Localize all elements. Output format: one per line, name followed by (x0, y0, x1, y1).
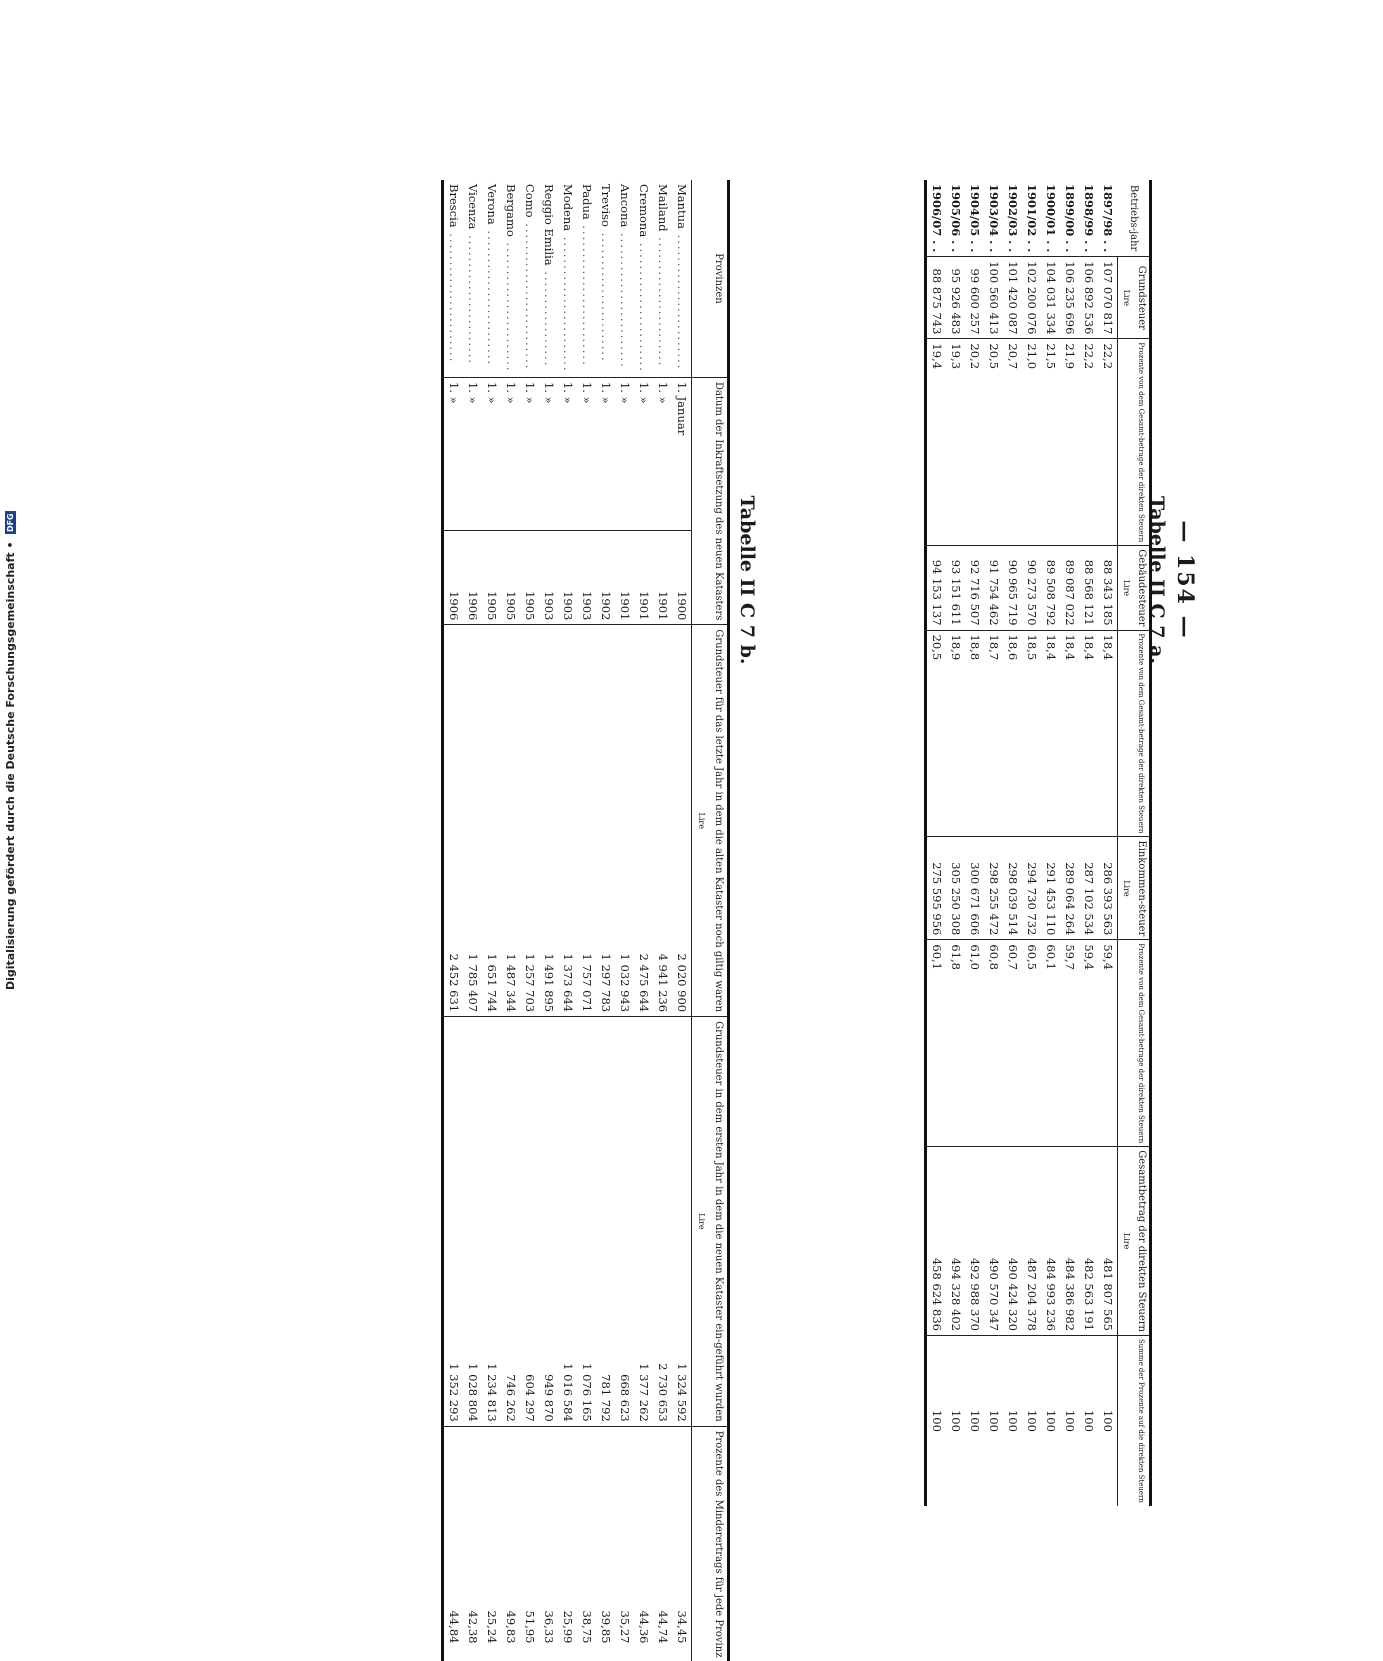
einkommensteuer-cell: 275 595 956 (926, 837, 947, 940)
unit-label: Lire (692, 1017, 711, 1427)
table-row (596, 180, 615, 1661)
leader-dots: ....................... (637, 237, 651, 373)
year-cell: 1901/02 . . (1022, 180, 1041, 257)
grund-neu-cell: 1 377 262 (634, 1017, 653, 1427)
province-cell (520, 180, 539, 377)
unit-label: Lire (1118, 546, 1135, 630)
footer-text: Digitalisierung gefördert durch die Deutsche Forschungsgemeinschaft • (4, 541, 17, 990)
col-eink-pct: Prozente von dem Gesamt-betrage der direkten Steuern (1134, 940, 1151, 1147)
date-year-cell: 1903 (577, 531, 596, 625)
geb-pct-cell: 18,5 (1022, 630, 1041, 837)
prozent-cell: 44,84 (443, 1426, 464, 1661)
grund-alt-cell: 1 491 895 (539, 625, 558, 1017)
grund-pct-cell: 20,2 (965, 339, 984, 546)
leader-dots: ....................... (504, 236, 518, 373)
grund-neu-cell: 1 076 165 (577, 1017, 596, 1427)
gebaeudesteuer-cell: 88 568 121 (1079, 546, 1098, 630)
province-name: Reggio Emilia (542, 184, 556, 266)
date-year-cell: 1906 (443, 531, 464, 625)
grund-neu-cell: 746 262 (501, 1017, 520, 1427)
table-row (1041, 180, 1060, 1506)
leader-dots: ....................... (447, 227, 461, 364)
date-cell: 1. » (501, 377, 520, 530)
table-row (1003, 180, 1022, 1506)
grund-neu-cell: 781 792 (596, 1017, 615, 1427)
gebaeudesteuer-cell: 90 273 570 (1022, 546, 1041, 630)
date-year-cell: 1906 (463, 531, 482, 625)
geb-pct-cell: 18,9 (946, 630, 965, 837)
grund-alt-cell: 1 297 783 (596, 625, 615, 1017)
eink-pct-cell: 60,5 (1022, 940, 1041, 1147)
gebaeudesteuer-cell: 94 153 137 (926, 546, 947, 630)
date-year-cell: 1903 (539, 531, 558, 625)
gebaeudesteuer-cell: 89 087 022 (1060, 546, 1079, 630)
geb-pct-cell: 18,7 (984, 630, 1003, 837)
date-year-cell: 1900 (672, 531, 692, 625)
table-row (558, 180, 577, 1661)
province-cell (577, 180, 596, 377)
grundsteuer-cell: 102 200 076 (1022, 257, 1041, 339)
table-row (577, 180, 596, 1661)
year-cell: 1905/06 . . (946, 180, 965, 257)
unit-label: Lire (1118, 837, 1135, 940)
province-name: Como (523, 184, 537, 218)
eink-pct-cell: 59,4 (1079, 940, 1098, 1147)
grund-pct-cell: 21,9 (1060, 339, 1079, 546)
prozent-cell: 39,85 (599, 1610, 613, 1644)
einkommensteuer-cell: 286 393 563 (1098, 837, 1118, 940)
date-cell: 1. » (463, 377, 482, 530)
province-cell (672, 180, 692, 377)
summe-cell: 100 (987, 1409, 1001, 1432)
table-row (482, 180, 501, 1661)
gebaeudesteuer-cell: 90 965 719 (1003, 546, 1022, 630)
province-name: Ancona (618, 184, 632, 228)
prozent-cell: 36,33 (542, 1610, 556, 1644)
province-cell (596, 180, 615, 377)
table-row (946, 180, 965, 1506)
province-cell (615, 180, 634, 377)
geb-pct-cell: 18,4 (1098, 630, 1118, 837)
grund-alt-cell: 1 032 943 (615, 625, 634, 1017)
province-name: Brescia (447, 184, 461, 228)
grund-neu-cell: 604 297 (520, 1017, 539, 1427)
leader-dots: ........................ (618, 227, 632, 369)
prozent-cell: 44,74 (656, 1610, 670, 1644)
geb-pct-cell: 18,4 (1079, 630, 1098, 837)
footer-credit (4, 511, 17, 990)
col-summe: Summe der Prozente auf die direkten Steuern (1134, 1335, 1151, 1505)
date-year-cell: 1901 (653, 531, 672, 625)
col-year: Betriebs-jahr (1118, 180, 1151, 257)
province-name: Verona (485, 184, 499, 225)
date-cell: 1. » (520, 377, 539, 530)
province-name: Bergamo (504, 184, 518, 237)
prozent-cell: 35,27 (618, 1610, 632, 1644)
grundsteuer-cell: 101 420 087 (1003, 257, 1022, 339)
einkommensteuer-cell: 294 730 732 (1022, 837, 1041, 940)
year-cell: 1903/04 . . (984, 180, 1003, 257)
grund-neu-cell: 668 623 (615, 1017, 634, 1427)
gebaeudesteuer-cell: 91 754 462 (984, 546, 1003, 630)
grundsteuer-cell: 100 560 413 (984, 257, 1003, 339)
summe-cell: 100 (1082, 1409, 1096, 1432)
table-row (501, 180, 520, 1661)
year-cell: 1899/00 . . (1060, 180, 1079, 257)
gebaeudesteuer-cell: 93 151 611 (946, 546, 965, 630)
prozent-cell: 25,24 (485, 1610, 499, 1644)
table-row (634, 180, 653, 1661)
gesamtbetrag-cell: 492 988 370 (965, 1147, 984, 1336)
date-cell: 1. » (615, 377, 634, 530)
leader-dots: .......................... (523, 217, 537, 371)
leader-dots: ........................ (675, 228, 689, 371)
province-cell (501, 180, 520, 377)
summe-cell: 100 (1063, 1409, 1077, 1432)
grund-alt-cell: 2 020 900 (672, 625, 692, 1017)
grundsteuer-cell: 106 892 536 (1079, 257, 1098, 339)
leader-dots: ................. (542, 265, 556, 368)
geb-pct-cell: 18,4 (1041, 630, 1060, 837)
grundsteuer-cell: 106 235 696 (1060, 257, 1079, 339)
year-cell: 1900/01 . . (1041, 180, 1060, 257)
summe-cell: 100 (1044, 1409, 1058, 1432)
grund-pct-cell: 22,2 (1098, 339, 1118, 546)
einkommensteuer-cell: 298 039 514 (1003, 837, 1022, 940)
grund-alt-cell: 2 475 644 (634, 625, 653, 1017)
prozent-cell: 25,99 (561, 1610, 575, 1644)
province-name: Modena (561, 184, 575, 232)
grund-alt-cell: 2 452 631 (443, 625, 464, 1017)
prozent-cell: 49,83 (504, 1610, 518, 1644)
grund-neu-cell: 1 324 592 (672, 1017, 692, 1427)
grund-neu-cell: 1 028 804 (463, 1017, 482, 1427)
col-einkommensteuer: Einkommen-steuer (1134, 837, 1151, 940)
table-row (965, 180, 984, 1506)
leader-dots: ........................ (561, 231, 575, 373)
table-b (441, 180, 730, 1661)
year-cell: 1902/03 . . (1003, 180, 1022, 257)
year-cell: 1897/98 . . (1098, 180, 1118, 257)
grundsteuer-cell: 104 031 334 (1041, 257, 1060, 339)
province-name: Padua (580, 184, 594, 220)
col-grundsteuer: Grundsteuer (1134, 257, 1151, 339)
einkommensteuer-cell: 300 671 606 (965, 837, 984, 940)
table-row (653, 180, 672, 1661)
grund-alt-cell: 1 651 744 (482, 625, 501, 1017)
geb-pct-cell: 20,5 (926, 630, 947, 837)
prozent-cell: 34,45 (675, 1610, 689, 1644)
unit-label: Lire (1118, 257, 1135, 339)
eink-pct-cell: 60,8 (984, 940, 1003, 1147)
year-cell: 1904/05 . . (965, 180, 984, 257)
province-cell (634, 180, 653, 377)
table-row (1060, 180, 1079, 1506)
date-cell: 1. Januar (672, 377, 692, 530)
eink-pct-cell: 60,7 (1003, 940, 1022, 1147)
date-cell: 1. » (558, 377, 577, 530)
grund-pct-cell: 19,4 (926, 339, 947, 546)
grund-neu-cell: 2 730 653 (653, 1017, 672, 1427)
grundsteuer-cell: 95 926 483 (946, 257, 965, 339)
table-row (926, 180, 947, 1506)
leader-dots: ....................... (466, 229, 480, 366)
prozent-cell: 51,95 (523, 1610, 537, 1644)
summe-cell: 100 (949, 1409, 963, 1432)
date-cell: 1. » (577, 377, 596, 530)
date-cell: 1. » (653, 377, 672, 530)
table-row (539, 180, 558, 1661)
eink-pct-cell: 59,4 (1098, 940, 1118, 1147)
province-cell (463, 180, 482, 377)
geb-pct-cell: 18,8 (965, 630, 984, 837)
gesamtbetrag-cell: 482 563 191 (1079, 1147, 1098, 1336)
date-cell: 1. » (482, 377, 501, 530)
province-cell (653, 180, 672, 377)
province-cell (558, 180, 577, 377)
grund-alt-cell: 1 487 344 (501, 625, 520, 1017)
prozent-cell: 38,75 (580, 1610, 594, 1644)
year-cell: 1906/07 . . (926, 180, 947, 257)
grund-pct-cell: 21,0 (1022, 339, 1041, 546)
province-name: Treviso (599, 184, 613, 227)
summe-cell: 100 (968, 1409, 982, 1432)
date-year-cell: 1905 (501, 531, 520, 625)
grund-pct-cell: 22,2 (1079, 339, 1098, 546)
unit-label: Lire (692, 625, 711, 1017)
summe-cell: 100 (926, 1335, 947, 1505)
gesamtbetrag-cell: 494 328 402 (946, 1147, 965, 1336)
grund-pct-cell: 20,5 (984, 339, 1003, 546)
province-cell (482, 180, 501, 377)
table-row (615, 180, 634, 1661)
leader-dots: ....................... (599, 226, 613, 363)
col-grund-neu: Grundsteuer in dem ersten Jahr in dem die neuen Kataster ein-geführt wurden (710, 1017, 729, 1427)
date-cell: 1. » (539, 377, 558, 530)
table-row (463, 180, 482, 1661)
table-row (984, 180, 1003, 1506)
province-name: Vicenza (466, 184, 480, 230)
table-row (443, 180, 464, 1661)
leader-dots: ......................... (580, 219, 594, 367)
gebaeudesteuer-cell: 92 716 507 (965, 546, 984, 630)
geb-pct-cell: 18,6 (1003, 630, 1022, 837)
col-prozente: Prozente des Minderertrags für jede Provinz (710, 1426, 729, 1661)
leader-dots: ....................... (656, 231, 670, 368)
date-cell: 1. » (634, 377, 653, 530)
gesamtbetrag-cell: 484 993 236 (1041, 1147, 1060, 1336)
province-name: Mantua (675, 184, 689, 229)
col-gebaeudesteuer: Gebäudesteuer (1134, 546, 1151, 630)
gesamtbetrag-cell: 484 386 982 (1060, 1147, 1079, 1336)
grundsteuer-cell: 107 070 817 (1098, 257, 1118, 339)
date-cell: 1. » (596, 377, 615, 530)
gesamtbetrag-cell: 487 204 378 (1022, 1147, 1041, 1336)
unit-label: Lire (1118, 1147, 1135, 1336)
grund-neu-cell: 1 016 584 (558, 1017, 577, 1427)
eink-pct-cell: 61,0 (965, 940, 984, 1147)
table-row (672, 180, 692, 1661)
date-year-cell: 1905 (482, 531, 501, 625)
grund-alt-cell: 1 785 407 (463, 625, 482, 1017)
grund-alt-cell: 1 373 644 (558, 625, 577, 1017)
einkommensteuer-cell: 289 064 264 (1060, 837, 1079, 940)
geb-pct-cell: 18,4 (1060, 630, 1079, 837)
gebaeudesteuer-cell: 89 508 792 (1041, 546, 1060, 630)
date-year-cell: 1905 (520, 531, 539, 625)
table-row (1098, 180, 1118, 1506)
gesamtbetrag-cell: 490 570 347 (984, 1147, 1003, 1336)
table-a (924, 180, 1152, 1506)
col-provinzen: Provinzen (710, 180, 729, 377)
date-year-cell: 1903 (558, 531, 577, 625)
date-cell: 1. » (443, 377, 464, 530)
eink-pct-cell: 60,1 (1041, 940, 1060, 1147)
gesamtbetrag-cell: 490 424 320 (1003, 1147, 1022, 1336)
einkommensteuer-cell: 305 250 308 (946, 837, 965, 940)
grund-alt-cell: 1 257 703 (520, 625, 539, 1017)
province-name: Mailand (656, 184, 670, 232)
col-gesamtbetrag: Gesamtbetrag der direkten Steuern (1134, 1147, 1151, 1336)
eink-pct-cell: 61,8 (946, 940, 965, 1147)
col-datum: Datum der Inkraftsetzung des neuen Katasters (710, 377, 729, 624)
einkommensteuer-cell: 287 102 534 (1079, 837, 1098, 940)
grund-neu-cell: 1 234 813 (482, 1017, 501, 1427)
col-grund-pct: Prozente von dem Gesamt-betrage der direkten Steuern (1134, 339, 1151, 546)
gesamtbetrag-cell: 481 807 565 (1098, 1147, 1118, 1336)
gebaeudesteuer-cell: 88 343 185 (1098, 546, 1118, 630)
grundsteuer-cell: 88 875 743 (926, 257, 947, 339)
einkommensteuer-cell: 298 255 472 (984, 837, 1003, 940)
province-name: Cremona (637, 184, 651, 238)
table-row (1022, 180, 1041, 1506)
table-row (520, 180, 539, 1661)
page-number: — 154 — (1172, 520, 1198, 640)
grundsteuer-cell: 99 600 257 (965, 257, 984, 339)
date-year-cell: 1901 (634, 531, 653, 625)
col-geb-pct: Prozente von dem Gesamt-betrage der direkten Steuern (1134, 630, 1151, 837)
table-b-title: Tabelle II C 7 b. (736, 495, 758, 665)
prozent-cell: 42,38 (466, 1610, 480, 1644)
grund-alt-cell: 1 757 071 (577, 625, 596, 1017)
grund-pct-cell: 19,3 (946, 339, 965, 546)
summe-cell: 100 (1025, 1409, 1039, 1432)
summe-cell: 100 (1006, 1409, 1020, 1432)
date-year-cell: 1902 (596, 531, 615, 625)
table-a-title: Tabelle II C 7 a. (1146, 495, 1168, 665)
grund-neu-cell: 949 870 (539, 1017, 558, 1427)
grund-neu-cell: 1 352 293 (443, 1017, 464, 1427)
einkommensteuer-cell: 291 453 110 (1041, 837, 1060, 940)
gesamtbetrag-cell: 458 624 836 (926, 1147, 947, 1336)
eink-pct-cell: 60,1 (926, 940, 947, 1147)
grund-pct-cell: 20,7 (1003, 339, 1022, 546)
year-cell: 1898/99 . . (1079, 180, 1098, 257)
dfg-logo: DFG (6, 512, 15, 532)
summe-cell: 100 (1101, 1409, 1115, 1432)
col-grund-alt: Grundsteuer für das letzte Jahr in dem die alten Kataster noch giltig waren (710, 625, 729, 1017)
table-row (1079, 180, 1098, 1506)
date-year-cell: 1901 (615, 531, 634, 625)
leader-dots: ........................ (485, 224, 499, 367)
grund-pct-cell: 21,5 (1041, 339, 1060, 546)
province-cell (539, 180, 558, 377)
grund-alt-cell: 4 941 236 (653, 625, 672, 1017)
province-cell (443, 180, 464, 377)
prozent-cell: 44,36 (637, 1610, 651, 1644)
eink-pct-cell: 59,7 (1060, 940, 1079, 1147)
scanned-page (150, 175, 1240, 1658)
